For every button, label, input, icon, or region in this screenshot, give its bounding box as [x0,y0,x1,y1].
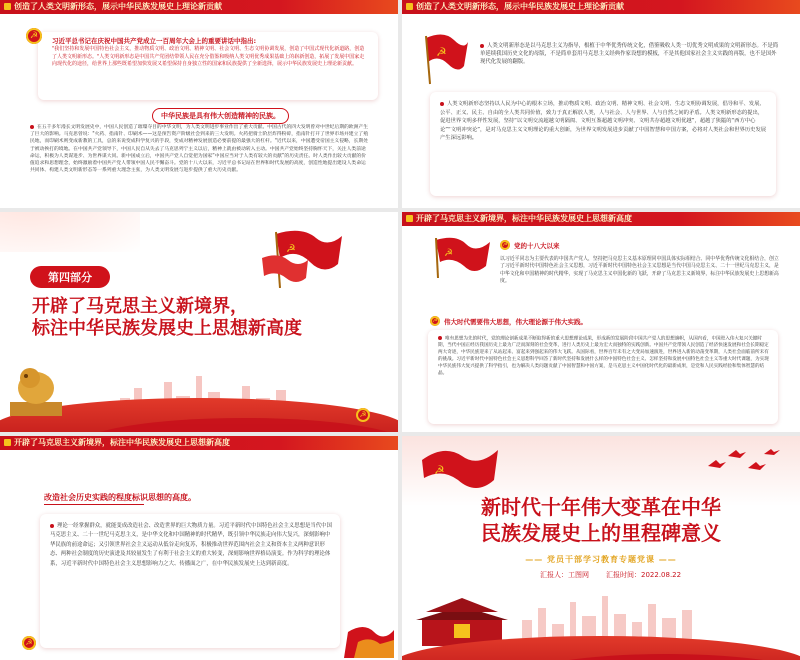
slide-5[interactable] [0,436,398,660]
svg-text:☭: ☭ [434,463,445,477]
slide3-title [32,296,302,340]
slide-4[interactable] [402,212,800,432]
quote-title: 习近平总书记在庆祝中国共产党成立一百周年大会上的重要讲话中指出: [52,37,257,45]
header-title: 创造了人类文明新形态，展示中华民族发展史上理论新贡献 [416,2,624,11]
svg-text:☭: ☭ [436,45,447,59]
quote-body: "我们坚持和发展中国特色社会主义，推动物质文明、政治文明、精神文明、社会文明、生态文明协调发展，创造了中国式现代化新道路，创造了人类文明新形态。"人类文明新形态是中国共产党团结带领人民在充分借鉴和吸纳人类文明优秀成果基础上的崭新创造，拓展了发展中国家走向现代化的途径，给世界上那些既希望加快发展又希望保持自身独立性的国家和民族提供了全新选择，展示中华民族发展史上理论新贡献。 [52,46,365,68]
body-text: 理论一经掌握群众，就能变成改造社会、改造世界的巨大物质力量。习近平新时代中国特色社会主义思想是当代中国马克思主义、二十一世纪马克思主义，是中华文化和中国精神的时代精华，既引领中华民族走向伟大复兴，深刻影响中华民族的前途命运；又引领世界社会主义运动从低谷走向复苏，积极推动世界范围内社会主义和资本主义两种意识形态、两种社会制度的历史演进及其较量发生了有利于社会主义的重大转变，深刻影响世界格局演变。作为科学的理论体系，习近平新时代中国特色社会主义思想影响力之大、传播面之广，在中华民族发展史上达到新高度。 [50,523,332,567]
doves-illustration [698,446,788,486]
cover-title [402,494,800,546]
header-flag-icon [4,439,11,446]
title-line-2: 标注中华民族发展史上思想新高度 [32,318,302,339]
slide-1[interactable] [0,0,398,208]
bullet-icon [480,44,484,48]
title-line-1: 新时代十年伟大变革在中华 [481,495,721,519]
header-title: 开辟了马克思主义新境界，标注中华民族发展史上思想新高度 [416,214,632,223]
quote-card [38,32,378,100]
reporter: 汇报人：工图网 [540,571,589,579]
bullet-icon [30,125,34,129]
body-text: 在五千多年漫长文明发展史中，中国人民创造了璀璨夺目的中华文明，为人类文明进步事业作出了重大贡献。中国古代的四大发明曾对中世纪后期的欧洲产生了巨大的影响。马克思曾说："火药、指南针、印刷术——这是预告资产阶级社会到来的三大发明。火药把骑士阶层炸得粉碎，指南针打开了世界市场并建立了殖民地，而印刷术则变成新教的工具，总的来说变成科学复兴的手段，变成对精神发展创造必要前提的最强大的杠杆。"近代以来，中国遭受帝国主义侵略，长期处于被动挨打的境地。在中国共产党领导下，中国人民自从失去了马克思列宁主义以后，精神上就由被动转入主动。中国共产党始终坚持胸怀天下，关注人类前途命运，积极为人类谋进步、为世界谋大同。新中国成立后，中国共产党人自觉把为国家“中国应当对于人类有较大的贡献”的历史责任。时人类作出较大贡献的价值追求和思想理念，始终激励着中国共产党人带领中国人民不懈奋斗。党的十八大以来，习近平总书记站在世界和时代发展的高度，创造性地提出建设人类命运共同体、构建人类文明新形态等一系列重大理念主张，为人类文明发展与进步提供了重大历史贡献。 [30,125,368,174]
header-flag-icon [406,215,413,222]
stone-lion-illustration [6,358,66,418]
title-line-1: 开辟了马克思主义新境界， [32,296,248,317]
section-heading: 改造社会历史实践的程度标识思想的高度。 [44,493,196,502]
pill2-label: 伟大时代需要伟大思想，伟大理论源于伟大实践。 [444,318,587,326]
report-date: 汇报时间：2022.08.22 [606,571,682,579]
header-flag-icon [406,3,413,10]
header-flag-icon [4,3,11,10]
flags-illustration [262,228,352,288]
party-emblem-icon [500,240,510,250]
pill1-label: 党的十八大以来 [514,242,560,250]
bullet-icon [50,524,54,528]
content-card [40,514,340,648]
title-line-2: 民族发展史上的里程碑意义 [481,521,721,545]
svg-text:☭: ☭ [444,248,453,259]
bullet-icon [440,102,444,106]
svg-text:☭: ☭ [286,242,296,255]
card1-text: 人类文明新形态是以马克思主义为指导，根植于中华优秀传统文化，借鉴吸收人类一切优秀文明成果的文明新形态。不是简单延续我国历史文化的母版，不是简单套用马克思主义经典作家设想的模板，不是其他国家社会主义实践的再版，也不是国外现代化发展的翻版。 [480,43,779,66]
header-title: 开辟了马克思主义新境界，标注中华民族发展史上思想新高度 [14,438,230,447]
body1-text: 以习近平同志为主要代表的中国共产党人，坚持把马克思主义基本原理同中国具体实际相结合、同中华优秀传统文化相结合，创立了习近平新时代中国特色社会主义思想，习近平新时代中国特色社会主义思想是当代中国马克思主义、二十一世纪马克思主义，是中华文化和中国精神的时代精华，实现了马克思主义中国化新的飞跃，开辟了马克思主义新境界，标注中华民族发展史上思想新高度。 [500,256,779,285]
card2-text: 人类文明新形态坚持以人民为中心的根本立场，推动物质文明、政治文明、精神文明、社会文明、生态文明协调发展，倡导和平、发展、公平、正义、民主、自由的全人类共同价值，致力于真正解放人类，人与社会、人与世界、人与自然之间的矛盾。人类文明新形态的提出，促进世界文明多样性发展，坚持“以文明交流超越文明隔阂、文明互鉴超越文明冲突、文明共存超越文明优越”，超越了狭隘的“西方中心论”“文明冲突论”，是对马克思主义文明理论的重大创新，为世界文明发展进步贡献了中国智慧和中国方案，必将对人类社会和世界历史发展产生深远影响。 [440,101,767,142]
slide-6[interactable] [402,436,800,660]
flag-illustration [430,236,494,278]
tiananmen-illustration [416,598,508,646]
bg-glow [0,212,140,252]
body2-text: 唯有思想为先的时代，党的理论创新成果不断取得新的重大思想理论成果，形成新的发展阶段中国共产党人的思想旗帜，从国内看，中国进入伟大复兴关键时期，当代中国正经历我国历史上最为广泛而深刻的社会变革，进行人类历史上最为宏大而独特的实践创新。中国共产党带领人民创造了经济快速发展和社会长期稳定两大奇迹，中华民族迎来了从站起来、富起来到强起来的伟大飞跃。从国际看，世界百年未有之大变局加速演进，世界进入新的动荡变革期，人类社会面临前所未有的挑战。习近平新时代中国特色社会主义思想科学回答了新时代坚持和发展什么样的中国特色社会主义、怎样坚持和发展中国特色社会主义等重大时代课题，为实现中华民族伟大复兴提供了科学指引，也为解决人类问题贡献了中国智慧和中国方案，是马克思主义中国化时代化的最新成果，是党和人民实践经验和集体智慧的结晶。 [438,336,769,377]
content-card [430,92,776,196]
content-card [428,330,778,424]
subtitle: —— 党员干部学习教育专题党课 —— [525,555,677,564]
section-pill: 中华民族是具有伟大创造精神的民族。 [152,108,289,124]
party-emblem-icon [26,28,42,44]
section-badge: 第四部分 [30,266,110,288]
party-emblem-icon [22,636,36,650]
flag-illustration [412,440,502,500]
party-emblem-icon [430,316,440,326]
header-title: 创造了人类文明新形态，展示中华民族发展史上理论新贡献 [14,2,222,11]
corner-flag-decoration [344,612,394,658]
bullet-icon [438,336,442,340]
flag-illustration [420,30,470,86]
heading-underline [44,504,144,505]
slide-2[interactable] [402,0,800,208]
party-emblem-icon [356,408,370,422]
slide-3[interactable] [0,212,398,432]
